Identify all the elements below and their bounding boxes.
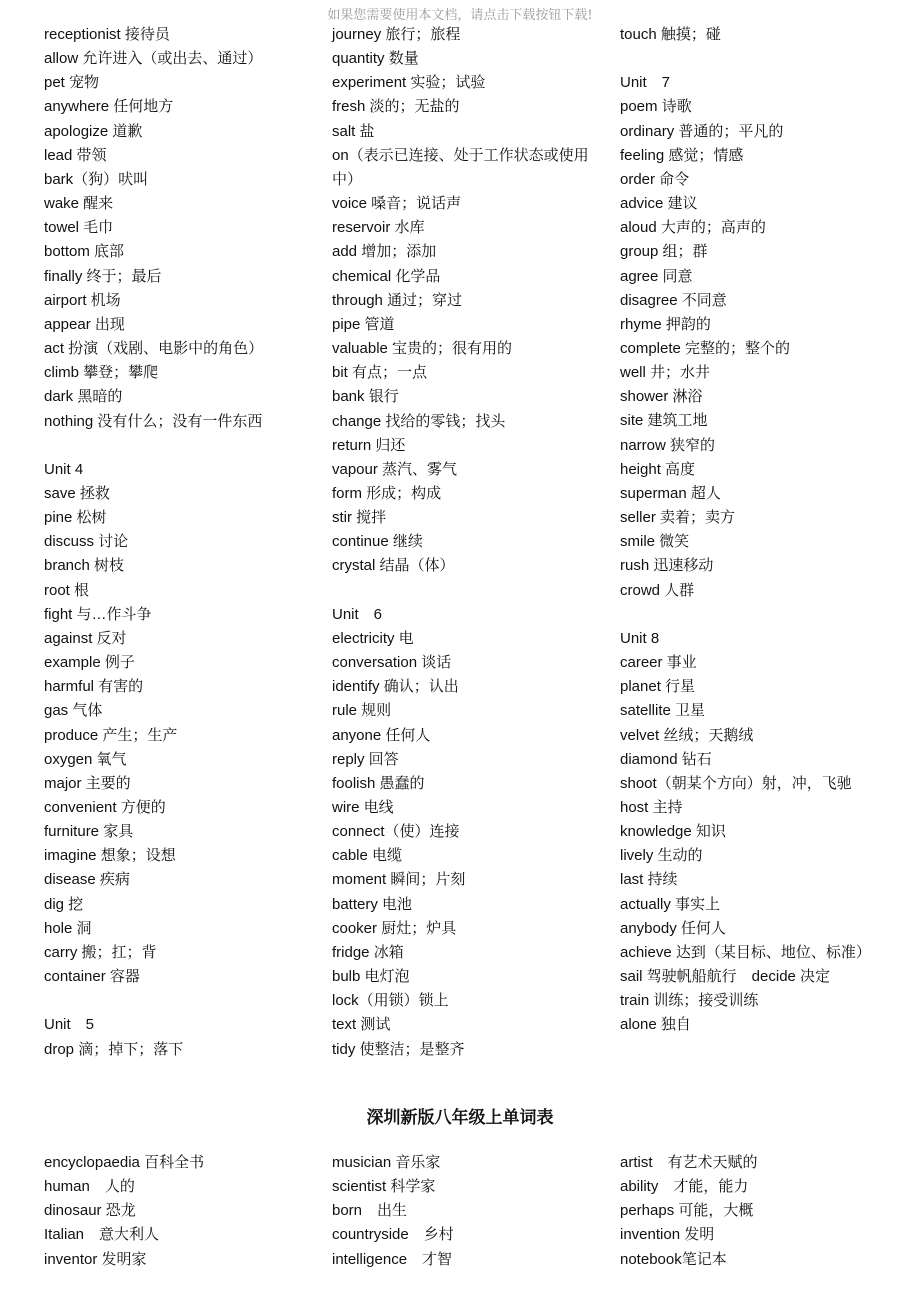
vocab-entry: anyone 任何人 <box>332 726 431 744</box>
vocab-entry: convenient 方便的 <box>44 798 166 816</box>
vocab-entry: site 建筑工地 <box>620 412 708 430</box>
vocab-entry: notebook笔记本 <box>620 1250 727 1268</box>
vocab-entry: furniture 家具 <box>44 823 134 841</box>
vocab-entry: gas 气体 <box>44 702 103 720</box>
vocab-entry: dark 黑暗的 <box>44 388 123 406</box>
blank-line <box>620 47 910 71</box>
vocab-entry: bottom 底部 <box>44 243 125 261</box>
vocab-entry: oxygen 氧气 <box>44 750 127 768</box>
vocab-entry: born 出生 <box>332 1202 408 1220</box>
vocab-entry: scientist 科学家 <box>332 1178 436 1196</box>
vocab-entry: encyclopaedia 百科全书 <box>44 1154 205 1171</box>
vocab-entry: Italian 意大利人 <box>44 1226 160 1244</box>
vocab-entry: vapour 蒸汽、雾气 <box>332 460 458 478</box>
vocab-entry: dinosaur 恐龙 <box>44 1202 136 1220</box>
vocab-entry: discuss 讨论 <box>44 533 129 551</box>
vocab-entry: experiment 实验；试验 <box>332 74 486 92</box>
vocab-entry: narrow 狭窄的 <box>620 436 716 454</box>
vocab-entry: hole 洞 <box>44 919 92 937</box>
vocab-entry: fridge 冰箱 <box>332 943 404 961</box>
vocab-entry: bulb 电灯泡 <box>332 968 410 986</box>
vocab-entry: perhaps 可能，大概 <box>620 1202 754 1220</box>
vocab-entry: wire 电线 <box>332 798 394 816</box>
vocab-entry: rule 规则 <box>332 702 392 720</box>
vocab-entry: human 人的 <box>44 1178 135 1196</box>
vocab-entry: last 持续 <box>620 871 678 889</box>
vocab-entry: continue 继续 <box>332 533 423 551</box>
vocab-entry: smile 微笑 <box>620 533 690 551</box>
blank-line <box>332 579 614 603</box>
vocab-entry: advice 建议 <box>620 195 698 213</box>
vocab-entry: rush 迅速移动 <box>620 557 714 575</box>
vocab-entry: touch 触摸；碰 <box>620 26 721 43</box>
vocab-entry: major 主要的 <box>44 774 131 792</box>
vocab-entry: host 主持 <box>620 798 683 816</box>
unit-heading: Unit 8 <box>620 629 660 647</box>
vocab-entry: salt 盐 <box>332 122 375 140</box>
vocab-entry: save 拯救 <box>44 484 110 502</box>
vocab-entry: anywhere 任何地方 <box>44 98 174 116</box>
vocab-entry: add 增加；添加 <box>332 243 437 261</box>
blank-line <box>44 989 326 1013</box>
vocab-entry: reservoir 水库 <box>332 219 425 237</box>
vocab-entry: inventor 发明家 <box>44 1250 147 1268</box>
vocab-entry: pipe 管道 <box>332 315 395 333</box>
vocab-entry: ability 才能，能力 <box>620 1178 749 1196</box>
vocab-entry: fresh 淡的；无盐的 <box>332 98 460 116</box>
vocab-entry: achieve 达到（某目标、地位、标准） <box>620 943 871 961</box>
vocab-entry: shower 淋浴 <box>620 388 703 406</box>
vocab-entry: wake 醒来 <box>44 195 114 213</box>
section-column-3 <box>620 1151 902 1272</box>
vocab-entry: bit 有点；一点 <box>332 364 428 382</box>
vocab-entry: container 容器 <box>44 968 140 986</box>
vocab-entry: towel 毛巾 <box>44 219 114 237</box>
vocab-entry: actually 事实上 <box>620 895 721 913</box>
section-column-2 <box>332 1151 614 1272</box>
vocab-entry: chemical 化学品 <box>332 267 441 285</box>
vocab-entry: tidy 使整洁；是整齐 <box>332 1040 465 1058</box>
vocab-entry: conversation 谈话 <box>332 654 452 672</box>
vocab-entry: journey 旅行；旅程 <box>332 26 461 43</box>
vocab-entry: knowledge 知识 <box>620 823 726 841</box>
vocab-entry: group 组；群 <box>620 243 708 261</box>
vocab-entry: sail 驾驶帆船航行 decide 决定 <box>620 968 831 986</box>
vocab-entry: complete 完整的；整个的 <box>620 340 791 358</box>
vocab-entry: produce 产生；生产 <box>44 726 178 744</box>
unit-heading: Unit 7 <box>620 74 671 92</box>
vocab-entry: intelligence 才智 <box>332 1250 453 1268</box>
unit-heading: Unit 4 <box>44 460 84 478</box>
vocab-entry: lock（用锁）锁上 <box>332 992 449 1010</box>
vocab-entry: order 命令 <box>620 170 690 188</box>
vocab-entry: return 归还 <box>332 436 406 454</box>
vocab-entry: rhyme 押韵的 <box>620 315 711 333</box>
vocab-entry: reply 回答 <box>332 750 399 768</box>
vocab-entry: on（表示已连接、处于工作状态或使用中） <box>332 146 589 188</box>
vocab-entry: disease 疾病 <box>44 871 130 889</box>
vocab-entry: superman 超人 <box>620 484 721 502</box>
vocab-entry: seller 卖着；卖方 <box>620 509 736 527</box>
vocab-entry: fight 与…作斗争 <box>44 605 152 623</box>
vocab-entry: text 测试 <box>332 1016 391 1034</box>
vocab-entry: receptionist 接待员 <box>44 26 170 43</box>
vocab-entry: disagree 不同意 <box>620 291 727 309</box>
vocab-entry: satellite 卫星 <box>620 702 706 720</box>
vocab-entry: career 事业 <box>620 654 697 672</box>
vocab-entry: against 反对 <box>44 629 127 647</box>
vocab-entry: artist 有艺术天赋的 <box>620 1154 758 1171</box>
vocab-entry: poem 诗歌 <box>620 98 692 116</box>
vocab-entry: branch 树枝 <box>44 557 125 575</box>
vocab-entry: ordinary 普通的；平凡的 <box>620 122 784 140</box>
blank-line <box>44 434 326 458</box>
vocab-entry: anybody 任何人 <box>620 919 726 937</box>
vocab-entry: finally 终于；最后 <box>44 267 162 285</box>
vocab-entry: train 训练；接受训练 <box>620 992 759 1010</box>
vocab-entry: cooker 厨灶；炉具 <box>332 919 457 937</box>
vocab-entry: planet 行星 <box>620 678 696 696</box>
vocab-entry: bark（狗）吠叫 <box>44 170 149 188</box>
vocab-entry: climb 攀登；攀爬 <box>44 364 159 382</box>
vocab-entry: root 根 <box>44 581 90 599</box>
vocab-entry: moment 瞬间；片刻 <box>332 871 466 889</box>
vocab-entry: form 形成；构成 <box>332 484 442 502</box>
vocab-entry: height 高度 <box>620 460 696 478</box>
vocab-entry: cable 电缆 <box>332 847 403 865</box>
vocab-entry: appear 出现 <box>44 315 125 333</box>
download-watermark: 如果您需要使用本文档，请点击下载按钮下载! <box>327 8 593 23</box>
vocab-entry: imagine 想象；设想 <box>44 847 176 865</box>
vocab-entry: invention 发明 <box>620 1226 715 1244</box>
unit-heading: Unit 5 <box>44 1016 95 1034</box>
blank-line <box>620 603 910 627</box>
vocab-entry: countryside 乡村 <box>332 1226 454 1244</box>
vocab-entry: quantity 数量 <box>332 50 419 68</box>
vocab-entry: connect（使）连接 <box>332 823 460 841</box>
vocab-entry: identify 确认；认出 <box>332 678 459 696</box>
vocab-entry: drop 滴；掉下；落下 <box>44 1040 184 1058</box>
vocab-entry: carry 搬；扛；背 <box>44 943 157 961</box>
vocab-column-3 <box>620 23 910 1038</box>
vocab-entry: harmful 有害的 <box>44 678 144 696</box>
vocab-entry: pet 宠物 <box>44 74 100 92</box>
vocab-entry: change 找给的零钱；找头 <box>332 412 506 430</box>
vocab-entry: stir 搅拌 <box>332 509 387 527</box>
vocab-entry: feeling 感觉；情感 <box>620 146 744 164</box>
vocab-entry: act 扮演（戏剧、电影中的角色） <box>44 340 264 358</box>
vocab-entry: allow 允许进入（或出去、通过） <box>44 50 263 68</box>
vocab-entry: crowd 人群 <box>620 581 695 599</box>
vocab-entry: crystal 结晶（体） <box>332 557 455 575</box>
vocab-entry: diamond 钻石 <box>620 750 712 768</box>
vocab-entry: aloud 大声的；高声的 <box>620 219 766 237</box>
vocab-entry: through 通过；穿过 <box>332 291 463 309</box>
vocab-entry: shoot（朝某个方向）射，冲，飞驰 <box>620 774 852 792</box>
vocab-entry: airport 机场 <box>44 291 121 309</box>
section-column-1 <box>44 1151 326 1272</box>
vocab-entry: foolish 愚蠢的 <box>332 774 425 792</box>
vocab-entry: agree 同意 <box>620 267 693 285</box>
vocab-entry: apologize 道歉 <box>44 122 143 140</box>
vocab-column-1 <box>44 23 326 1062</box>
vocab-entry: battery 电池 <box>332 895 413 913</box>
vocab-entry: example 例子 <box>44 654 135 672</box>
vocab-entry: well 井；水井 <box>620 364 711 382</box>
unit-heading: Unit 6 <box>332 605 383 623</box>
vocab-entry: alone 独自 <box>620 1016 691 1034</box>
vocab-entry: bank 银行 <box>332 388 399 406</box>
vocab-entry: lead 带领 <box>44 146 107 164</box>
section-title: 深圳新版八年级上单词表 <box>366 1108 554 1128</box>
vocab-entry: lively 生动的 <box>620 847 703 865</box>
vocab-column-2 <box>332 23 614 1062</box>
vocab-entry: pine 松树 <box>44 509 107 527</box>
vocab-entry: electricity 电 <box>332 629 414 647</box>
vocab-entry: dig 挖 <box>44 895 84 913</box>
vocab-entry: nothing 没有什么；没有一件东西 <box>44 412 263 430</box>
vocab-entry: musician 音乐家 <box>332 1154 441 1171</box>
vocab-entry: valuable 宝贵的；很有用的 <box>332 340 513 358</box>
vocab-entry: velvet 丝绒；天鹅绒 <box>620 726 754 744</box>
vocab-entry: voice 嗓音；说话声 <box>332 195 462 213</box>
